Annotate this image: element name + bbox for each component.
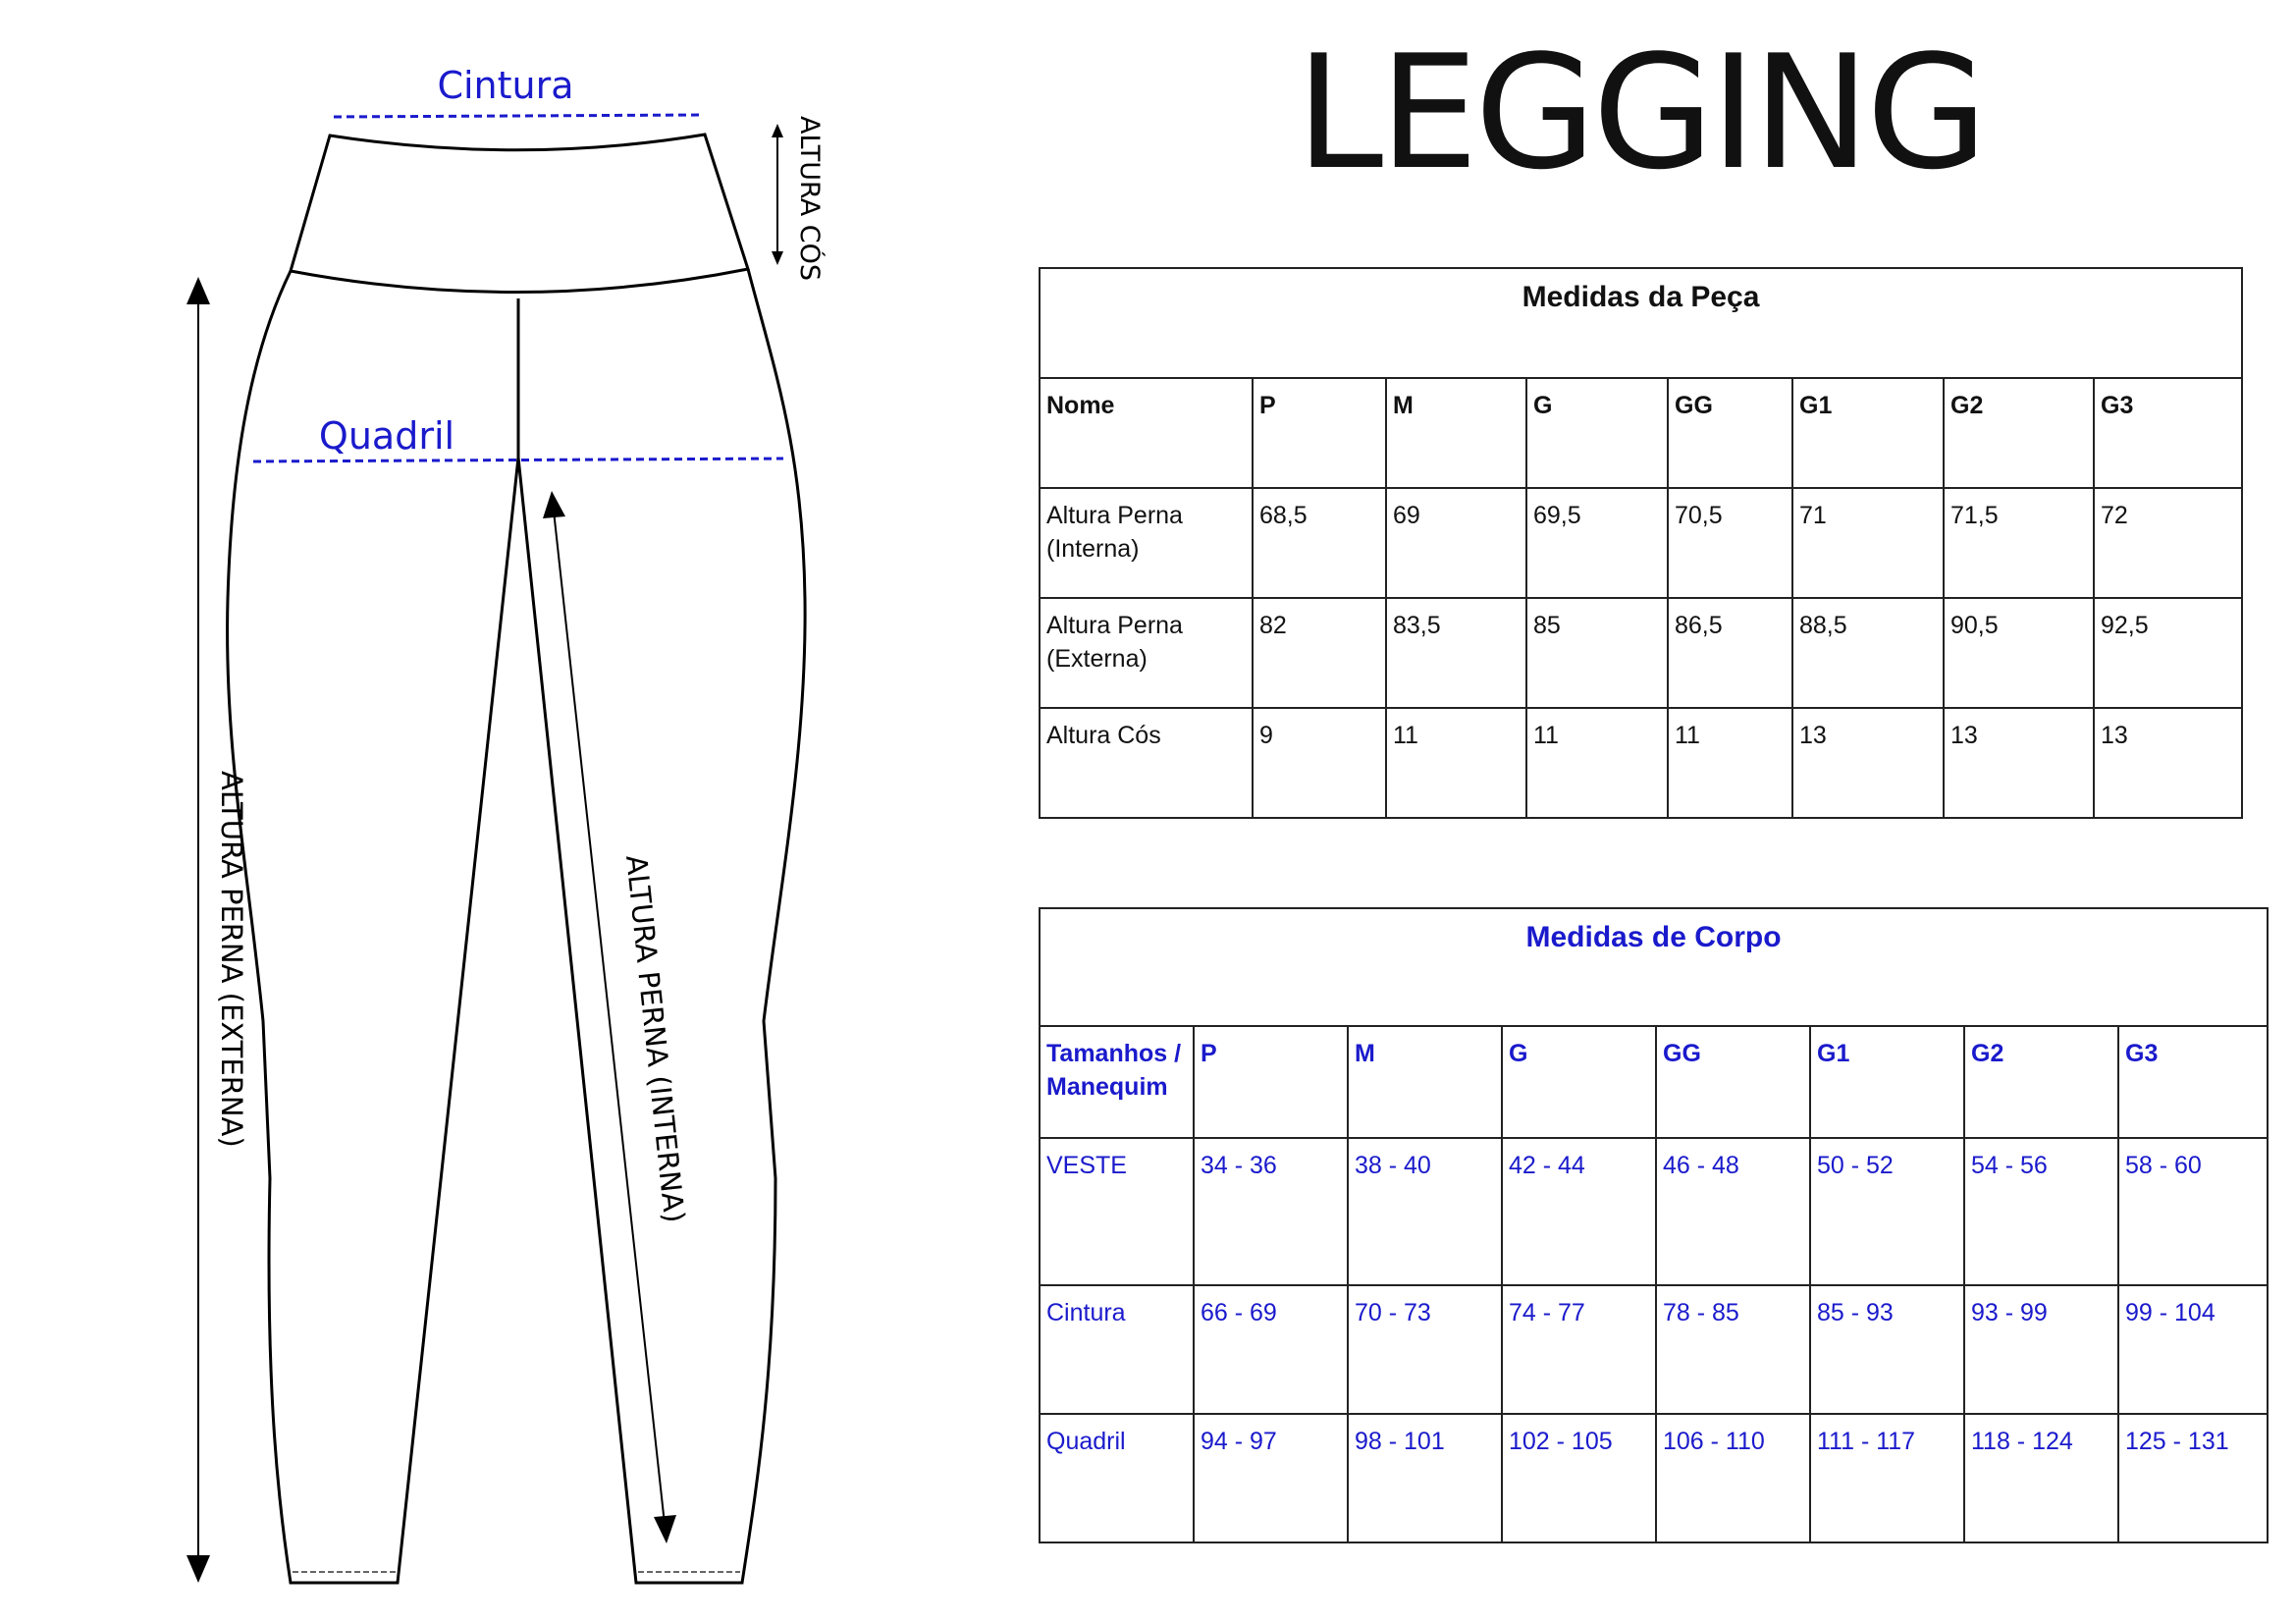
table-row [1040, 598, 2242, 708]
altura-cos-arrowhead-bottom [772, 251, 783, 265]
row-label: Altura Perna (Interna) [1040, 488, 1253, 598]
header-cell: G [1502, 1026, 1656, 1138]
table-caption-row [1040, 268, 2242, 378]
table-cell: 34 - 36 [1194, 1138, 1348, 1285]
legging-outline [228, 269, 806, 1583]
header-cell: GG [1668, 378, 1792, 488]
table-row [1040, 488, 2242, 598]
table-cell: 86,5 [1668, 598, 1792, 708]
altura-perna-externa-label: ALTURA PERNA (EXTERNA) [215, 771, 248, 1148]
quadril-label: Quadril [318, 414, 455, 458]
header-cell: G3 [2118, 1026, 2268, 1138]
table-cell: 85 [1526, 598, 1668, 708]
table-caption-row [1040, 908, 2268, 1026]
table-cell: 11 [1386, 708, 1526, 818]
header-cell: P [1194, 1026, 1348, 1138]
table-cell: 69 [1386, 488, 1526, 598]
cintura-label: Cintura [437, 64, 574, 107]
table-cell: 83,5 [1386, 598, 1526, 708]
body-measurements-table [1039, 907, 2269, 1543]
externa-arrowhead-bottom [187, 1555, 210, 1583]
header-cell: P [1253, 378, 1386, 488]
header-cell: M [1348, 1026, 1502, 1138]
table-row [1040, 1285, 2268, 1414]
table-row [1040, 1414, 2268, 1542]
row-label: Altura Perna (Externa) [1040, 598, 1253, 708]
table-cell: 102 - 105 [1502, 1414, 1656, 1542]
table-cell: 92,5 [2094, 598, 2242, 708]
piece-measurements-table [1039, 267, 2243, 819]
table-caption: Medidas de Corpo [1040, 908, 2268, 1026]
altura-perna-interna-label: ALTURA PERNA (INTERNA) [619, 853, 692, 1224]
table-cell: 72 [2094, 488, 2242, 598]
row-label: Quadril [1040, 1414, 1194, 1542]
table-header-row [1040, 1026, 2268, 1138]
table-cell: 118 - 124 [1964, 1414, 2118, 1542]
table-cell: 88,5 [1792, 598, 1944, 708]
table-cell: 94 - 97 [1194, 1414, 1348, 1542]
table-cell: 99 - 104 [2118, 1285, 2268, 1414]
table-cell: 54 - 56 [1964, 1138, 2118, 1285]
externa-arrowhead-top [187, 277, 210, 304]
header-cell: Nome [1040, 378, 1253, 488]
table-cell: 13 [1944, 708, 2094, 818]
table-cell: 82 [1253, 598, 1386, 708]
table-cell: 13 [2094, 708, 2242, 818]
page-title: LEGGING [1296, 21, 1985, 204]
table-cell: 98 - 101 [1348, 1414, 1502, 1542]
table-cell: 11 [1668, 708, 1792, 818]
header-cell: Tamanhos / Manequim [1040, 1026, 1194, 1138]
table-cell: 71 [1792, 488, 1944, 598]
table-cell: 42 - 44 [1502, 1138, 1656, 1285]
header-cell: G2 [1944, 378, 2094, 488]
row-label: Cintura [1040, 1285, 1194, 1414]
header-cell: G1 [1810, 1026, 1964, 1138]
altura-cos-arrowhead-top [772, 124, 783, 137]
waistband-outline [291, 135, 748, 293]
header-cell: G2 [1964, 1026, 2118, 1138]
table-cell: 93 - 99 [1964, 1285, 2118, 1414]
table-cell: 38 - 40 [1348, 1138, 1502, 1285]
table-header-row [1040, 378, 2242, 488]
table-cell: 85 - 93 [1810, 1285, 1964, 1414]
interna-arrowhead-top [543, 491, 565, 518]
table-cell: 58 - 60 [2118, 1138, 2268, 1285]
row-label: VESTE [1040, 1138, 1194, 1285]
table-cell: 68,5 [1253, 488, 1386, 598]
table-cell: 66 - 69 [1194, 1285, 1348, 1414]
header-cell: G3 [2094, 378, 2242, 488]
header-cell: M [1386, 378, 1526, 488]
table-cell: 70,5 [1668, 488, 1792, 598]
header-cell: G [1526, 378, 1668, 488]
table-cell: 50 - 52 [1810, 1138, 1964, 1285]
table-cell: 106 - 110 [1656, 1414, 1810, 1542]
table-cell: 46 - 48 [1656, 1138, 1810, 1285]
altura-cos-label: ALTURA CÓS [794, 116, 825, 282]
table-cell: 78 - 85 [1656, 1285, 1810, 1414]
header-cell: GG [1656, 1026, 1810, 1138]
legging-diagram [0, 0, 1021, 1623]
table-cell: 71,5 [1944, 488, 2094, 598]
table-cell: 90,5 [1944, 598, 2094, 708]
table-cell: 111 - 117 [1810, 1414, 1964, 1542]
table-cell: 74 - 77 [1502, 1285, 1656, 1414]
header-cell: G1 [1792, 378, 1944, 488]
table-cell: 70 - 73 [1348, 1285, 1502, 1414]
table-cell: 13 [1792, 708, 1944, 818]
interna-arrowhead-bottom [654, 1515, 676, 1543]
table-cell: 125 - 131 [2118, 1414, 2268, 1542]
table-cell: 69,5 [1526, 488, 1668, 598]
table-cell: 9 [1253, 708, 1386, 818]
table-row [1040, 708, 2242, 818]
table-row [1040, 1138, 2268, 1285]
table-cell: 11 [1526, 708, 1668, 818]
cintura-line [334, 115, 703, 117]
row-label: Altura Cós [1040, 708, 1253, 818]
table-caption: Medidas da Peça [1040, 268, 2242, 378]
